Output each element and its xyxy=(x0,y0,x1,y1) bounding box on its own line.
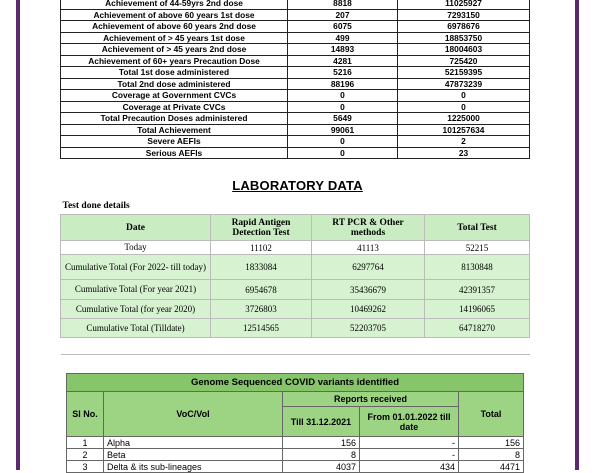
cumulative-value: 1225000 xyxy=(398,113,530,125)
table-row xyxy=(61,0,530,9)
rtpcr-value: 41113 xyxy=(312,241,425,255)
rtpcr-value: 10469262 xyxy=(312,300,425,319)
table-row xyxy=(61,255,530,280)
row-label: Achievement of > 45 years 1st dose xyxy=(61,32,288,44)
cumulative-value: 101257634 xyxy=(398,124,530,136)
table-row xyxy=(61,90,530,102)
table-row xyxy=(61,44,530,56)
genome-table xyxy=(66,373,524,473)
sl-no: 1 xyxy=(67,437,104,449)
row-label: Today xyxy=(61,241,211,255)
header-sl-no: Sl No. xyxy=(67,392,104,437)
today-value: 0 xyxy=(288,136,398,148)
from-value: - xyxy=(360,449,459,461)
header-till: Till 31.12.2021 xyxy=(283,407,360,437)
sl-no: 2 xyxy=(67,449,104,461)
row-label: Coverage at Private CVCs xyxy=(61,101,288,113)
rat-value: 6954678 xyxy=(211,280,312,300)
page-border-right xyxy=(575,0,579,470)
row-label: Cumulative Total (Tilldate) xyxy=(61,319,211,338)
header-rtpcr: RT PCR & Other methods xyxy=(312,215,425,241)
row-label: Total Precaution Doses administered xyxy=(61,113,288,125)
table-row xyxy=(61,124,530,136)
row-label: Achievement of > 45 years 2nd dose xyxy=(61,44,288,56)
variant-name: Beta xyxy=(104,449,283,461)
row-label: Serious AEFIs xyxy=(61,147,288,159)
row-label: Achievement of 44-59yrs 2nd dose xyxy=(61,0,288,9)
header-from: From 01.01.2022 till date xyxy=(360,407,459,437)
today-value: 88196 xyxy=(288,78,398,90)
today-value: 499 xyxy=(288,32,398,44)
rtpcr-value: 6297764 xyxy=(312,255,425,280)
today-value: 5649 xyxy=(288,113,398,125)
rat-value: 12514565 xyxy=(211,319,312,338)
cumulative-value: 2 xyxy=(398,136,530,148)
cumulative-value: 7293150 xyxy=(398,9,530,21)
header-total: Total xyxy=(459,392,524,437)
total-value: 14196065 xyxy=(425,300,530,319)
header-total-test: Total Test xyxy=(425,215,530,241)
from-value: - xyxy=(360,437,459,449)
today-value: 207 xyxy=(288,9,398,21)
cumulative-value: 11025927 xyxy=(398,0,530,9)
genome-title: Genome Sequenced COVID variants identified xyxy=(67,374,524,392)
total-value: 64718270 xyxy=(425,319,530,338)
rtpcr-value: 35436679 xyxy=(312,280,425,300)
row-label: Cumulative Total (For 2022- till today) xyxy=(61,255,211,280)
total-value: 8 xyxy=(459,449,524,461)
cumulative-value: 23 xyxy=(398,147,530,159)
total-value: 4471 xyxy=(459,461,524,473)
today-value: 8818 xyxy=(288,0,398,9)
cumulative-value: 0 xyxy=(398,101,530,113)
rtpcr-value: 52203705 xyxy=(312,319,425,338)
cumulative-value: 725420 xyxy=(398,55,530,67)
table-row xyxy=(61,136,530,148)
table-row xyxy=(67,449,524,461)
row-label: Coverage at Government CVCs xyxy=(61,90,288,102)
table-row xyxy=(61,32,530,44)
variant-name: Alpha xyxy=(104,437,283,449)
row-label: Achievement of 60+ years Precaution Dose xyxy=(61,55,288,67)
today-value: 5216 xyxy=(288,67,398,79)
table-row xyxy=(61,147,530,159)
table-row xyxy=(61,319,530,338)
test-done-caption: Test done details xyxy=(61,198,530,215)
header-rapid-antigen: Rapid Antigen Detection Test xyxy=(211,215,312,241)
cumulative-value: 18004603 xyxy=(398,44,530,56)
row-label: Achievement of above 60 years 2nd dose xyxy=(61,21,288,33)
table-row xyxy=(61,55,530,67)
laboratory-table xyxy=(60,198,530,355)
table-row xyxy=(61,280,530,300)
row-label: Total Achievement xyxy=(61,124,288,136)
today-value: 0 xyxy=(288,101,398,113)
till-value: 4037 xyxy=(283,461,360,473)
table-row xyxy=(61,21,530,33)
today-value: 6075 xyxy=(288,21,398,33)
till-value: 156 xyxy=(283,437,360,449)
row-label: Achievement of above 60 years 1st dose xyxy=(61,9,288,21)
row-label: Cumulative Total (For year 2021) xyxy=(61,280,211,300)
laboratory-data-title: LABORATORY DATA xyxy=(232,178,363,193)
page-border-left xyxy=(16,0,20,470)
today-value: 0 xyxy=(288,147,398,159)
from-value: 434 xyxy=(360,461,459,473)
table-row xyxy=(67,461,524,473)
sl-no: 3 xyxy=(67,461,104,473)
row-label: Cumulative Total (for year 2020) xyxy=(61,300,211,319)
rat-value: 3726803 xyxy=(211,300,312,319)
header-voc: VoC/VoI xyxy=(104,392,283,437)
header-date: Date xyxy=(61,215,211,241)
table-row xyxy=(61,101,530,113)
row-label: Total 2nd dose administered xyxy=(61,78,288,90)
row-label: Severe AEFIs xyxy=(61,136,288,148)
total-value: 42391357 xyxy=(425,280,530,300)
table-row xyxy=(61,67,530,79)
total-value: 52215 xyxy=(425,241,530,255)
cumulative-value: 52159395 xyxy=(398,67,530,79)
table-row xyxy=(61,241,530,255)
header-reports-received: Reports received xyxy=(283,392,459,407)
today-value: 99061 xyxy=(288,124,398,136)
row-label: Total 1st dose administered xyxy=(61,67,288,79)
rat-value: 11102 xyxy=(211,241,312,255)
cumulative-value: 18853750 xyxy=(398,32,530,44)
cumulative-value: 6978676 xyxy=(398,21,530,33)
rat-value: 1833084 xyxy=(211,255,312,280)
table-row xyxy=(61,300,530,319)
cumulative-value: 47873239 xyxy=(398,78,530,90)
vaccination-table xyxy=(60,0,530,159)
table-row xyxy=(61,9,530,21)
cumulative-value: 0 xyxy=(398,90,530,102)
today-value: 14893 xyxy=(288,44,398,56)
variant-name: Delta & its sub-lineages xyxy=(104,461,283,473)
till-value: 8 xyxy=(283,449,360,461)
table-row xyxy=(67,437,524,449)
today-value: 4281 xyxy=(288,55,398,67)
table-row xyxy=(61,78,530,90)
total-value: 156 xyxy=(459,437,524,449)
table-row xyxy=(61,113,530,125)
today-value: 0 xyxy=(288,90,398,102)
total-value: 8130848 xyxy=(425,255,530,280)
